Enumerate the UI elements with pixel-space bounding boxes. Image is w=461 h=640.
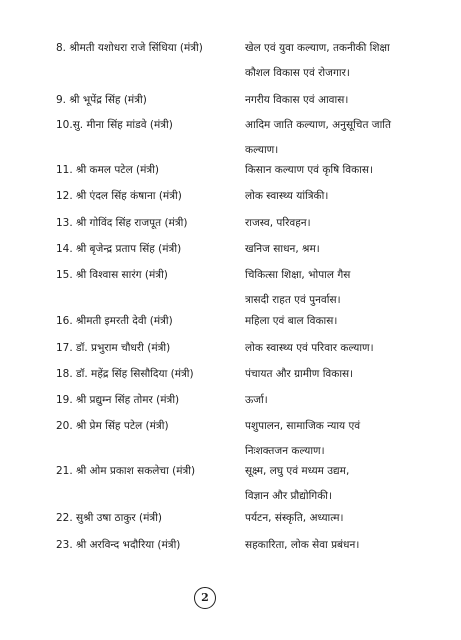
portfolio-line: लोक स्वास्थ्य एवं परिवार कल्याण। [245,342,374,354]
minister-portfolio [245,237,445,262]
minister-portfolio [245,184,445,209]
portfolio-line: कौशल विकास एवं रोजगार। [245,67,350,79]
portfolio-line: निःशक्तजन कल्याण। [245,445,325,457]
minister-name: 15. श्री विश्वास सारंग (मंत्री) [56,269,168,281]
portfolio-line: कल्याण। [245,144,279,156]
portfolio-line: पर्यटन, संस्कृति, अध्यात्म। [245,512,344,524]
portfolio-line: किसान कल्याण एवं कृषि विकास। [245,164,373,176]
minister-portfolio [245,158,445,183]
minister-name: 9. श्री भूपेंद्र सिंह (मंत्री) [56,94,147,106]
portfolio-line: विज्ञान और प्रौद्योगिकी। [245,490,332,502]
minister-name: 17. डॉ. प्रभुराम चौधरी (मंत्री) [56,342,171,354]
minister-portfolio [245,88,445,113]
minister-portfolio [245,506,445,531]
portfolio-line: सूक्ष्म, लघु एवं मध्यम उद्यम, [245,465,350,477]
minister-portfolio [245,533,445,558]
portfolio-line: आदिम जाति कल्याण, अनुसूचित जाति [245,119,392,131]
portfolio-line: नगरीय विकास एवं आवास। [245,94,349,106]
minister-portfolio [245,113,445,163]
portfolio-line: खनिज साधन, श्रम। [245,243,320,255]
minister-name: 16. श्रीमती इमरती देवी (मंत्री) [56,315,173,327]
minister-name: 12. श्री एंदल सिंह कंषाना (मंत्री) [56,190,182,202]
minister-portfolio [245,263,445,313]
minister-name: 19. श्री प्रद्युम्न सिंह तोमर (मंत्री) [56,394,180,406]
minister-name: 22. सुश्री उषा ठाकुर (मंत्री) [56,512,163,524]
portfolio-line: लोक स्वास्थ्य यांत्रिकी। [245,190,329,202]
portfolio-line: महिला एवं बाल विकास। [245,315,338,327]
minister-name: 10.सु. मीना सिंह मांडवे (मंत्री) [56,119,173,131]
portfolio-line: सहकारिता, लोक सेवा प्रबंधन। [245,539,360,551]
minister-portfolio [245,388,445,413]
minister-portfolio [245,336,445,361]
page-number: 2 [194,587,216,609]
minister-portfolio [245,459,445,509]
portfolio-line: पंचायत और ग्रामीण विकास। [245,368,354,380]
minister-portfolio [245,309,445,334]
minister-name: 23. श्री अरविन्द भदौरिया (मंत्री) [56,539,181,551]
portfolio-line: त्रासदी राहत एवं पुनर्वास। [245,294,341,306]
portfolio-line: खेल एवं युवा कल्याण, तकनीकी शिक्षा [245,42,390,54]
minister-portfolio [245,36,445,86]
portfolio-line: ऊर्जा। [245,394,268,406]
minister-name: 18. डॉ. महेंद्र सिंह सिसौदिया (मंत्री) [56,368,194,380]
minister-portfolio [245,414,445,464]
minister-portfolio [245,211,445,236]
portfolio-line: पशुपालन, सामाजिक न्याय एवं [245,420,361,432]
minister-portfolio [245,362,445,387]
minister-name: 14. श्री बृजेन्द्र प्रताप सिंह (मंत्री) [56,243,182,255]
minister-name: 20. श्री प्रेम सिंह पटेल (मंत्री) [56,420,169,432]
minister-name: 13. श्री गोविंद सिंह राजपूत (मंत्री) [56,217,188,229]
portfolio-line: चिकित्सा शिक्षा, भोपाल गैस [245,269,351,281]
minister-name: 21. श्री ओम प्रकाश सकलेचा (मंत्री) [56,465,196,477]
minister-name: 8. श्रीमती यशोधरा राजे सिंधिया (मंत्री) [56,42,203,54]
portfolio-line: राजस्व, परिवहन। [245,217,311,229]
minister-name: 11. श्री कमल पटेल (मंत्री) [56,164,160,176]
